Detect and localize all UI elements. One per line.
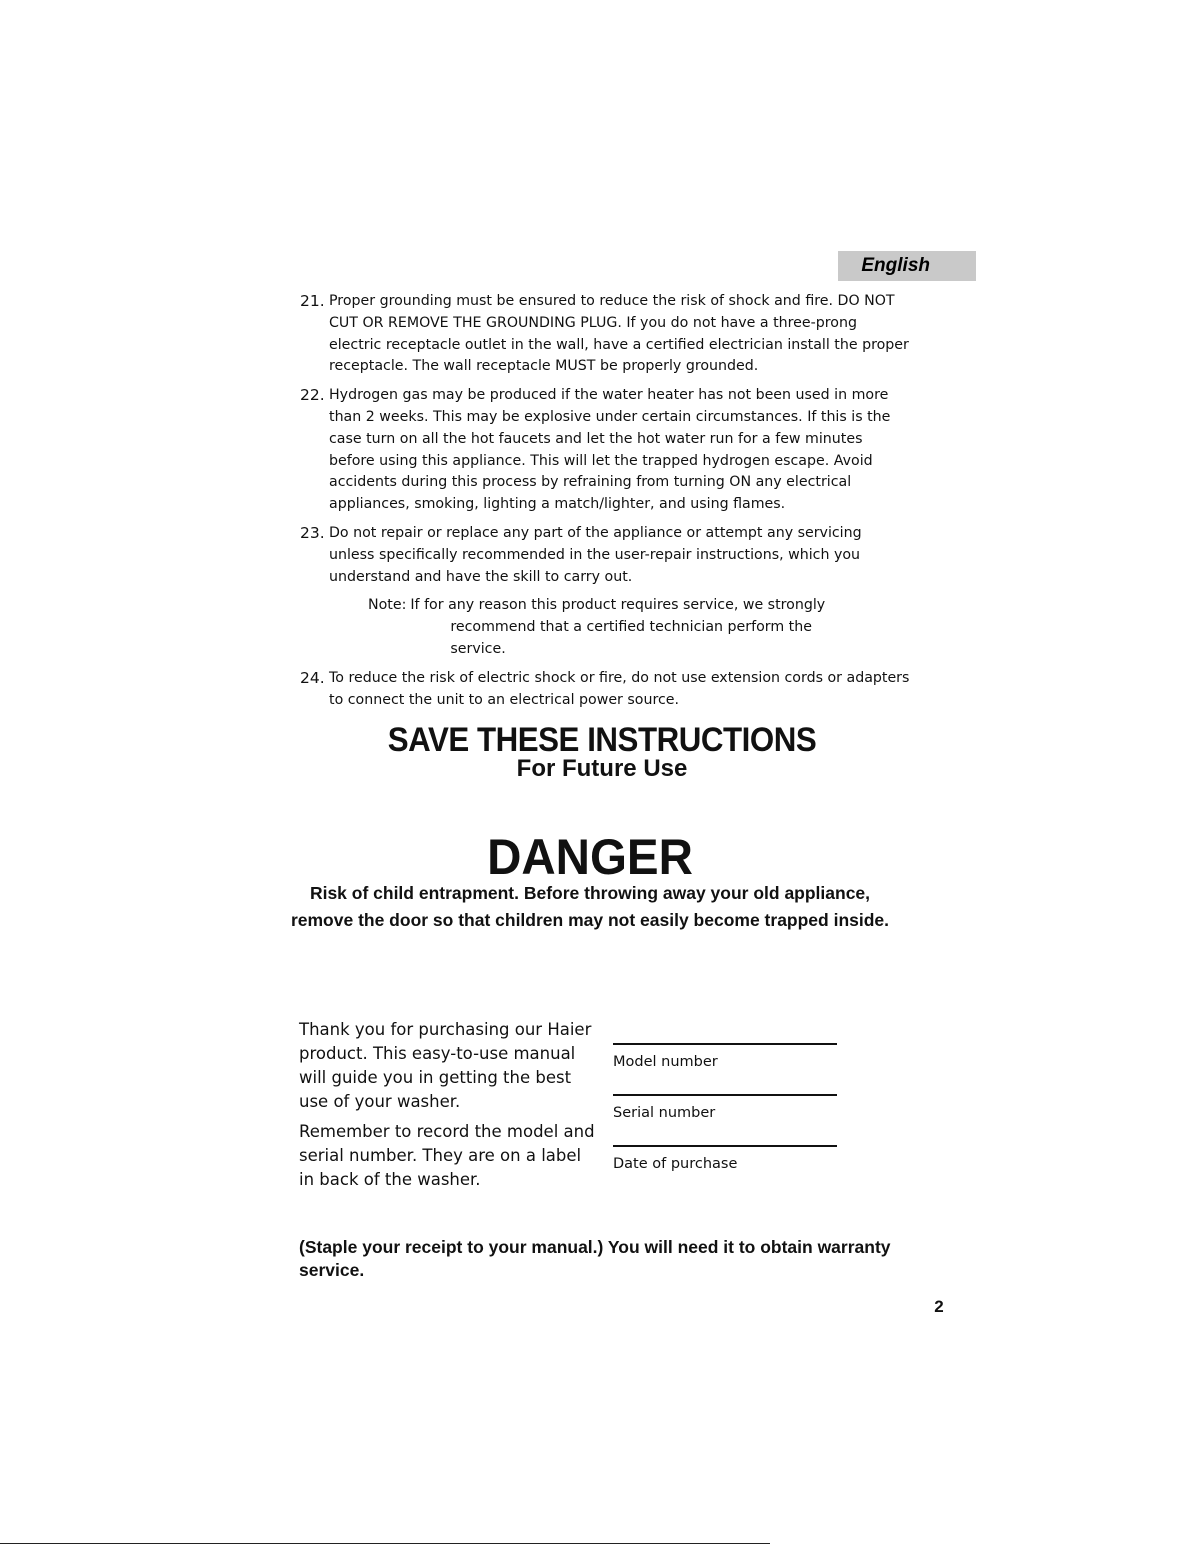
record-fields: [613, 1043, 837, 1196]
instruction-item-23: [300, 523, 910, 588]
note-text: [410, 595, 830, 660]
bottom-divider: [0, 1543, 770, 1544]
danger-line-1: Risk of child entrapment. Before throwing away your old appliance,: [309, 883, 871, 903]
staple-receipt-note: (Staple your receipt to your manual.) You will need it to obtain warranty service.: [299, 1237, 891, 1280]
danger-warning: [290, 880, 890, 934]
serial-number-label: Serial number: [613, 1105, 716, 1121]
note-line-2: recommend that a certified technician perform the service.: [450, 619, 812, 657]
model-number-label: Model number: [613, 1054, 718, 1070]
item-text: Do not repair or replace any part of the appliance or attempt any servicing unless specifically recommended in the user-repair instructions, which you understand and have the skill to carry out.: [329, 524, 862, 585]
date-of-purchase-field: [613, 1145, 837, 1194]
record-reminder-paragraph: Remember to record the model and serial number. They are on a label in back of the washer.: [299, 1122, 595, 1189]
service-note: [368, 595, 910, 660]
danger-heading: DANGER: [487, 829, 693, 885]
language-tab: [838, 251, 976, 281]
danger-line-2: remove the door so that children may not easily become trapped inside.: [290, 910, 890, 930]
instruction-item-21: [300, 291, 910, 378]
item-number: 24.: [300, 668, 325, 687]
model-number-field: [613, 1043, 837, 1092]
serial-number-field: [613, 1094, 837, 1143]
item-number: 23.: [300, 523, 325, 542]
date-of-purchase-label: Date of purchase: [613, 1156, 738, 1172]
instruction-item-22: [300, 385, 910, 516]
item-number: 21.: [300, 292, 325, 310]
page-number: 2: [934, 1297, 944, 1316]
safety-instructions-list: [300, 291, 910, 718]
thank-you-paragraph: Thank you for purchasing our Haier product. This easy-to-use manual will guide you in getting the best use of your washer.: [299, 1020, 592, 1111]
item-text: Proper grounding must be ensured to reduce the risk of shock and fire. DO NOT CUT OR REMOVE THE GROUNDING PLUG. If you do not have a three-prong electric receptacle outlet in the wall, have a certified electrician install the proper receptacle. The wall receptacle MUST be properly grounded.: [329, 293, 909, 375]
item-number: 22.: [300, 386, 325, 405]
language-tab-label: English: [861, 255, 930, 276]
instruction-item-24: [300, 668, 910, 712]
item-text: To reduce the risk of electric shock or fire, do not use extension cords or adapters to connect the unit to an electrical power source.: [329, 669, 910, 708]
item-text: Hydrogen gas may be produced if the water heater has not been used in more than 2 weeks. This may be explosive under certain circumstances. If this is the case turn on all the hot faucets and let the hot water run for a few minutes before using this appliance. This will let the trapped hydrogen escape. Avoid accidents during this process by refraining from turning ON any electrical appliances, smoking, lighting a match/lighter, and using flames.: [329, 387, 891, 513]
note-line-1: If for any reason this product requires service, we strongly: [410, 597, 826, 614]
future-use-subheading: For Future Use: [516, 755, 688, 782]
save-instructions-heading: SAVE THESE INSTRUCTIONS: [387, 721, 817, 759]
note-label: Note:: [368, 597, 407, 614]
thank-you-text: [299, 1018, 599, 1198]
